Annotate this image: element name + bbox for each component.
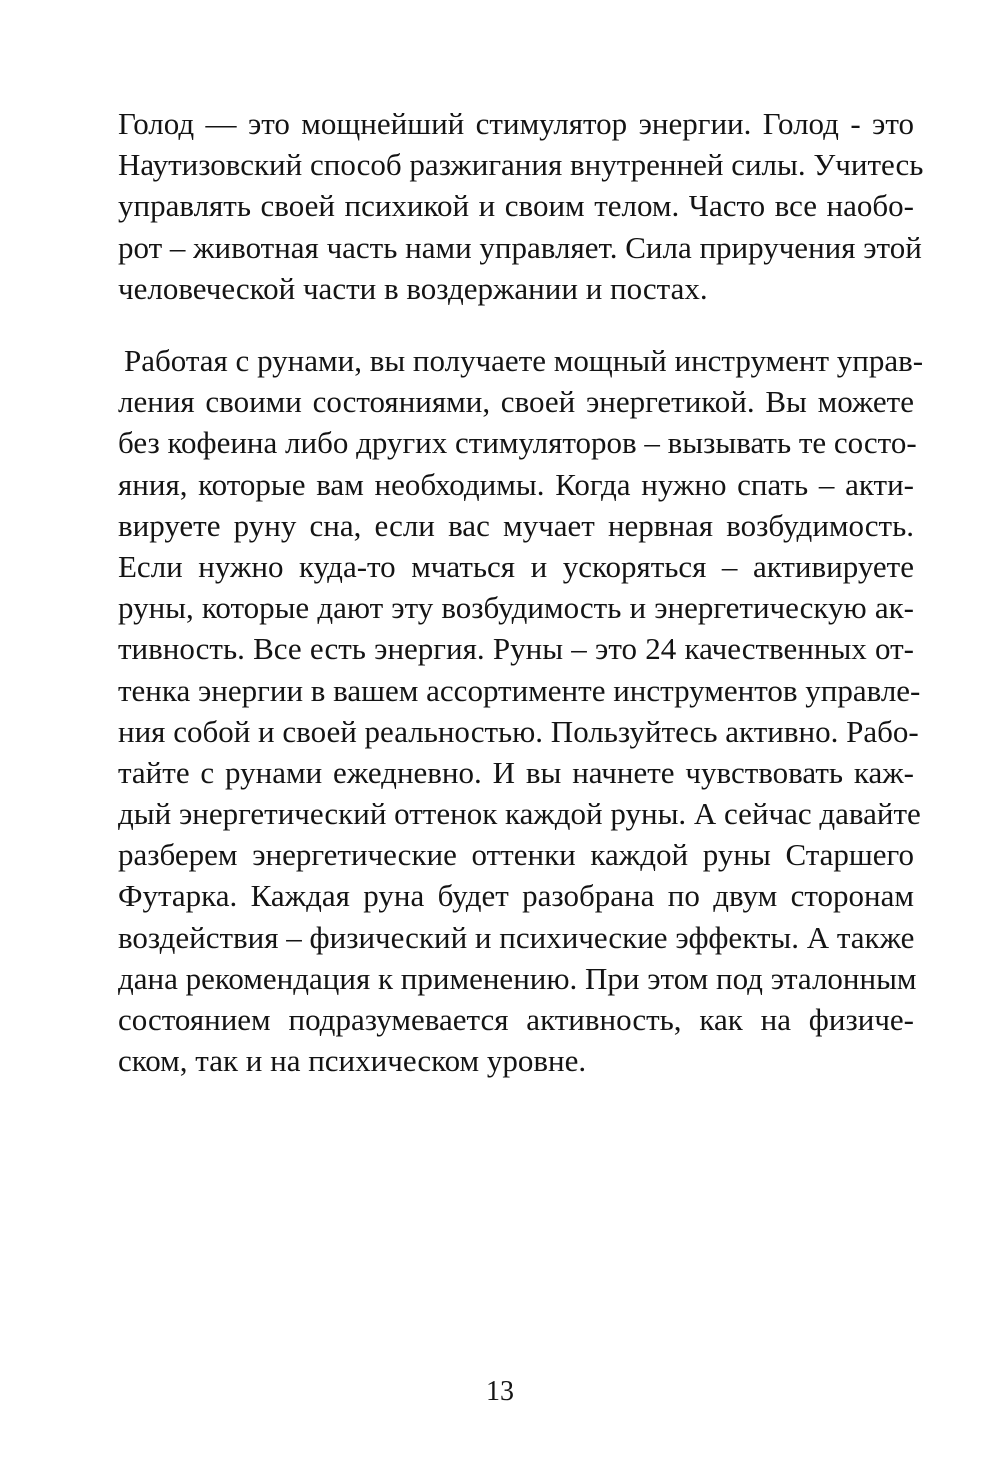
text-line: Работая с рунами, вы получаете мощный инструмент управ- xyxy=(124,343,924,378)
text-line: Футарка. Каждая руна будет разобрана по двум сторонам xyxy=(118,878,914,914)
text-line: ском, так и на психическом уровне. xyxy=(118,1043,587,1079)
text-line: тивность. Все есть энергия. Руны – это 24 качественных от- xyxy=(118,631,914,667)
paragraph-1 xyxy=(118,103,924,309)
text-line: разберем энергетические оттенки каждой руны Старшего xyxy=(118,837,914,873)
text-line: дана рекомендация к применению. При этом под эталонным xyxy=(118,960,917,996)
text-line: тенка энергии в вашем ассортименте инструментов управле- xyxy=(118,672,921,708)
text-line: яния, которые вам необходимы. Когда нужно спать – акти- xyxy=(118,466,914,502)
text-line: Наутизовский способ разжигания внутренней силы. Учитесь xyxy=(118,147,924,183)
text-line: состоянием подразумевается активность, как на физиче- xyxy=(118,1002,914,1037)
text-line: вируете руну сна, если вас мучает нервная возбудимость. xyxy=(118,507,914,543)
text-line: дый энергетический оттенок каждой руны. А сейчас давайте xyxy=(118,796,921,832)
text-line: руны, которые дают эту возбудимость и энергетическую ак- xyxy=(118,590,914,626)
text-line: ления своими состояниями, своей энергетикой. Вы можете xyxy=(118,384,914,420)
text-line: рот – животная часть нами управляет. Сила приручения этой xyxy=(118,229,922,265)
text-line: человеческой части в воздержании и постах. xyxy=(118,270,708,306)
text-line: ния собой и своей реальностью. Пользуйтесь активно. Рабо- xyxy=(118,713,919,749)
text-line: без кофеина либо других стимуляторов – вызывать те состо- xyxy=(118,425,917,461)
text-line: воздействия – физический и психические эффекты. А также xyxy=(118,919,915,955)
page-number: 13 xyxy=(486,1376,514,1407)
paragraph-2 xyxy=(118,340,924,1081)
text-line: Если нужно куда-то мчаться и ускоряться – активируете xyxy=(118,548,914,584)
text-line: тайте с рунами ежедневно. И вы начнете чувствовать каж- xyxy=(118,754,914,790)
text-line: Голод — это мощнейший стимулятор энергии. Голод - это xyxy=(118,106,914,141)
text-line: управлять своей психикой и своим телом. Часто все наобо- xyxy=(118,188,914,224)
